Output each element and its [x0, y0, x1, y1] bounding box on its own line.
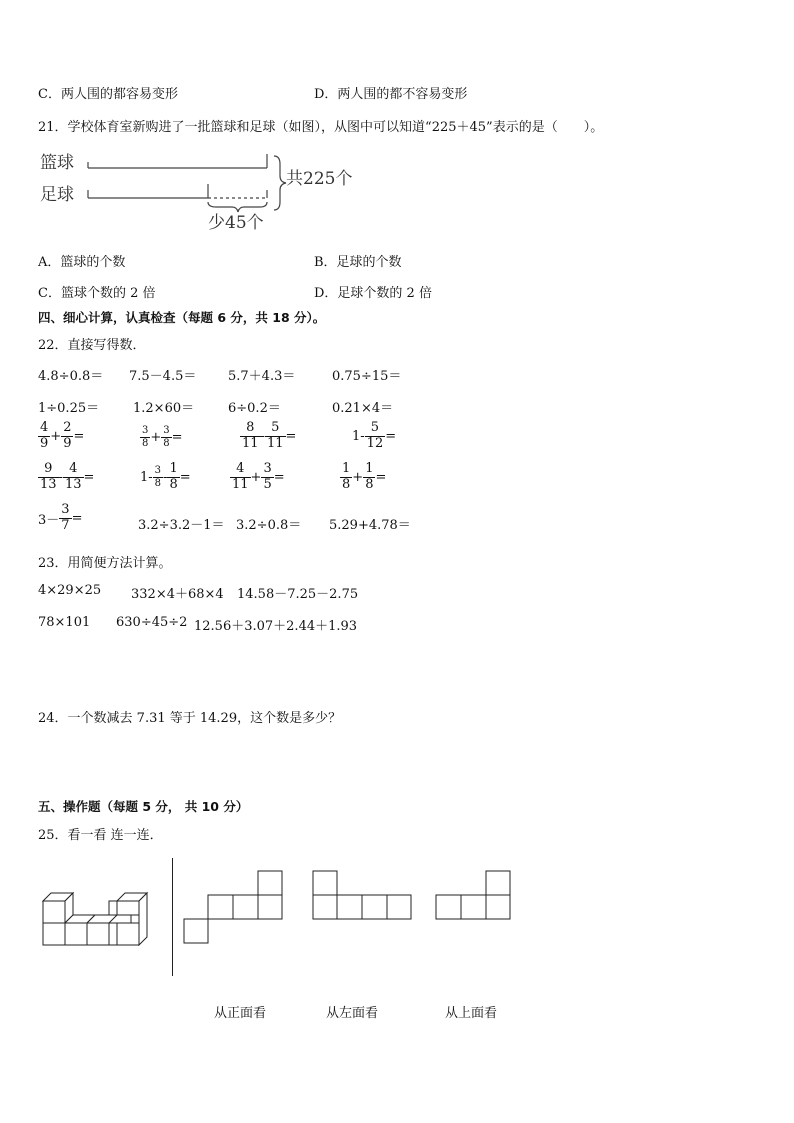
q24-stem: 24．一个数减去 7.31 等于 14.29，这个数是多少？: [38, 711, 342, 726]
label-football: 足球: [40, 185, 74, 205]
q22-r5-c3: 3.2÷0.8＝: [236, 518, 302, 533]
figure-divider: [172, 858, 173, 976]
view-label-front: 从正面看: [214, 1006, 267, 1021]
view-label-left: 从左面看: [326, 1006, 379, 1021]
q23-r1-c2: 332×4＋68×4: [131, 587, 224, 602]
q21-option-b: B．足球的个数: [314, 255, 402, 270]
q22-r3-c1: $\frac{4}{9}$ + $\frac{2}{9}$ =: [40, 420, 85, 451]
q22-r2-c4: 0.21×4＝: [332, 401, 394, 416]
q22-r3-c3: $\frac{8}{11}$ - $\frac{5}{11}$ =: [242, 420, 297, 451]
q22-r1-c4: 0.75÷15＝: [332, 369, 402, 384]
label-less: 少45个: [208, 213, 264, 233]
segment-diagram: [38, 144, 368, 234]
q22-stem: 22．直接写得数．: [38, 338, 146, 353]
view-grid-1: [183, 870, 285, 946]
q22-r2-c1: 1÷0.25＝: [38, 401, 100, 416]
q22-r2-c2: 1.2×60＝: [133, 401, 195, 416]
q21-option-a: A．篮球的个数: [38, 255, 126, 270]
q22-r4-c4: $\frac{1}{8}$ + $\frac{1}{8}$ =: [342, 461, 387, 492]
q25-stem: 25．看一看 连一连．: [38, 828, 163, 843]
q21-option-c: C．篮球个数的 2 倍: [38, 286, 156, 301]
q22-r5-c2: 3.2÷3.2－1＝: [138, 518, 225, 533]
view-grid-3: [435, 870, 513, 922]
q22-r4-c3: $\frac{4}{11}$ + $\frac{3}{5}$ =: [232, 461, 285, 492]
q23-r2-c1: 78×101: [38, 615, 91, 630]
q21-diagram: [38, 144, 368, 234]
q23-r1-c1: 4×29×25: [38, 583, 102, 598]
view-grid-2: [312, 870, 414, 922]
q22-r4-c2: 1- $\frac{3}{8}$ - $\frac{1}{8}$ =: [140, 461, 191, 492]
q21-option-d: D．足球个数的 2 倍: [314, 286, 432, 301]
label-basketball: 篮球: [40, 153, 74, 173]
q22-r1-c3: 5.7＋4.3＝: [228, 369, 296, 384]
section-5-title: 五、操作题（每题 5 分， 共 10 分）: [38, 799, 249, 814]
q23-r2-c3: 12.56＋3.07＋2.44＋1.93: [194, 619, 358, 634]
q22-r1-c1: 4.8÷0.8＝: [38, 369, 104, 384]
q22-r5-c4: 5.29+4.78＝: [329, 518, 411, 533]
q23-r2-c2: 630÷45÷2: [116, 615, 188, 630]
view-label-top: 从上面看: [445, 1006, 498, 1021]
q23-r1-c3: 14.58－7.25－2.75: [237, 587, 359, 602]
section-4-title: 四、细心计算，认真检查（每题 6 分，共 18 分）。: [38, 310, 326, 325]
q20-option-d: D．两人围的都不容易变形: [314, 87, 468, 102]
q22-r1-c2: 7.5－4.5＝: [129, 369, 197, 384]
q20-option-c: C．两人围的都容易变形: [38, 87, 178, 102]
q22-r4-c1: $\frac{9}{13}$ - $\frac{4}{13}$ =: [40, 461, 95, 492]
q22-r3-c2: $\frac{3}{8}$ + $\frac{3}{8}$ =: [142, 425, 183, 449]
label-total: 共225个: [286, 169, 353, 189]
q22-r5-c1: 3－ $\frac{3}{7}$ =: [38, 502, 83, 533]
cube-solid-figure: [40, 890, 155, 946]
q22-r2-c3: 6÷0.2＝: [228, 401, 281, 416]
q22-r3-c4: 1- $\frac{5}{12}$ =: [352, 420, 397, 451]
q21-stem: 21．学校体育室新购进了一批篮球和足球（如图），从图中可以知道“225＋45”表示的是（ ）。: [38, 120, 604, 135]
q23-stem: 23．用简便方法计算。: [38, 556, 172, 571]
